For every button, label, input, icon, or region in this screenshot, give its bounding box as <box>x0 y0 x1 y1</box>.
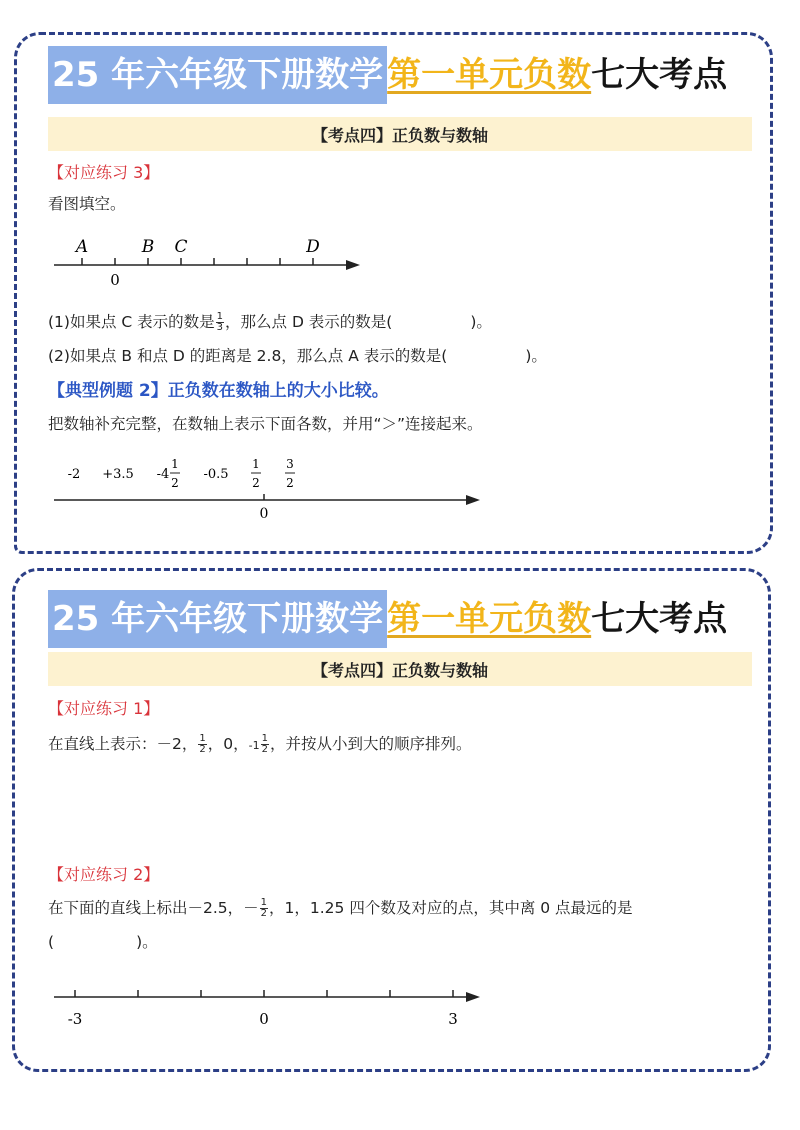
fraction-half: $\frac{1}{2}$ <box>199 733 206 755</box>
title-unit: 第一单元负数 <box>387 55 592 95</box>
number-neg-4-half-whole: -4 <box>156 467 170 482</box>
label-zero: 0 <box>259 1010 269 1028</box>
title-topic: 七大考点 <box>591 599 728 639</box>
mixed-number-whole: -1 <box>248 739 260 752</box>
axis-arrow <box>466 992 480 1002</box>
exercise-3-tag: 【对应练习 3】 <box>48 163 160 182</box>
zero-label: 0 <box>259 506 269 522</box>
number-half-num: 1 <box>252 457 260 471</box>
fraction-half-3: $\frac{1}{2}$ <box>260 897 268 919</box>
exercise-2-tag: 【对应练习 2】 <box>48 865 160 884</box>
fraction-one-third: $\frac{1}{3}$ <box>216 311 224 333</box>
zero-label: 0 <box>110 271 120 289</box>
number-three-halves-num: 3 <box>286 457 294 471</box>
question-2: (2)如果点 B 和点 D 的距离是 2.8，那么点 A 表示的数是( )。 <box>48 347 547 365</box>
title-topic: 七大考点 <box>591 55 728 95</box>
section-header: 【考点四】正负数与数轴 <box>48 117 752 151</box>
number-three-halves-den: 2 <box>286 476 294 490</box>
number-neg-2: -2 <box>67 467 81 482</box>
label-neg-3: -3 <box>67 1010 83 1028</box>
number-pos-3-5: +3.5 <box>102 467 134 482</box>
example-2-tag: 【典型例题 2】正负数在数轴上的大小比较。 <box>48 381 389 401</box>
title-grade: 25 年六年级下册数学 <box>48 46 387 104</box>
number-half-den: 2 <box>252 476 260 490</box>
fraction-half-2: $\frac{1}{2}$ <box>261 733 268 755</box>
number-neg-4-half-den: 2 <box>171 476 179 490</box>
number-neg-0-5: -0.5 <box>203 467 229 482</box>
question-1: (1)如果点 C 表示的数是 $\frac{1}{3}$ ，那么点 D 表示的数是( )。 <box>48 311 492 333</box>
label-pos-3: 3 <box>448 1010 458 1028</box>
exercise-2-answer: ( )。 <box>48 933 158 951</box>
section-header-2: 【考点四】正负数与数轴 <box>48 652 752 686</box>
exercise-1-tag: 【对应练习 1】 <box>48 699 160 718</box>
number-neg-4-half-num: 1 <box>171 457 179 471</box>
exercise-1-instruction: 在直线上表示：－2， $\frac{1}{2}$ ，0，-1 $\frac{1}{2}$ ，并按从小到大的顺序排列。 <box>48 733 472 755</box>
point-label-a: A <box>75 237 89 257</box>
exercise-2-instruction: 在下面的直线上标出－2.5，－ $\frac{1}{2}$ ，1，1.25 四个数及对应的点，其中离 0 点最远的是 <box>48 897 633 919</box>
title-grade: 25 年六年级下册数学 <box>48 590 387 648</box>
exercise-3-instruction: 看图填空。 <box>48 195 126 213</box>
point-label-b: B <box>141 237 155 257</box>
example-2-instruction: 把数轴补充完整，在数轴上表示下面各数，并用“＞”连接起来。 <box>48 415 483 433</box>
point-label-c: C <box>174 237 188 257</box>
point-label-d: D <box>306 237 320 257</box>
title-unit: 第一单元负数 <box>387 599 592 639</box>
